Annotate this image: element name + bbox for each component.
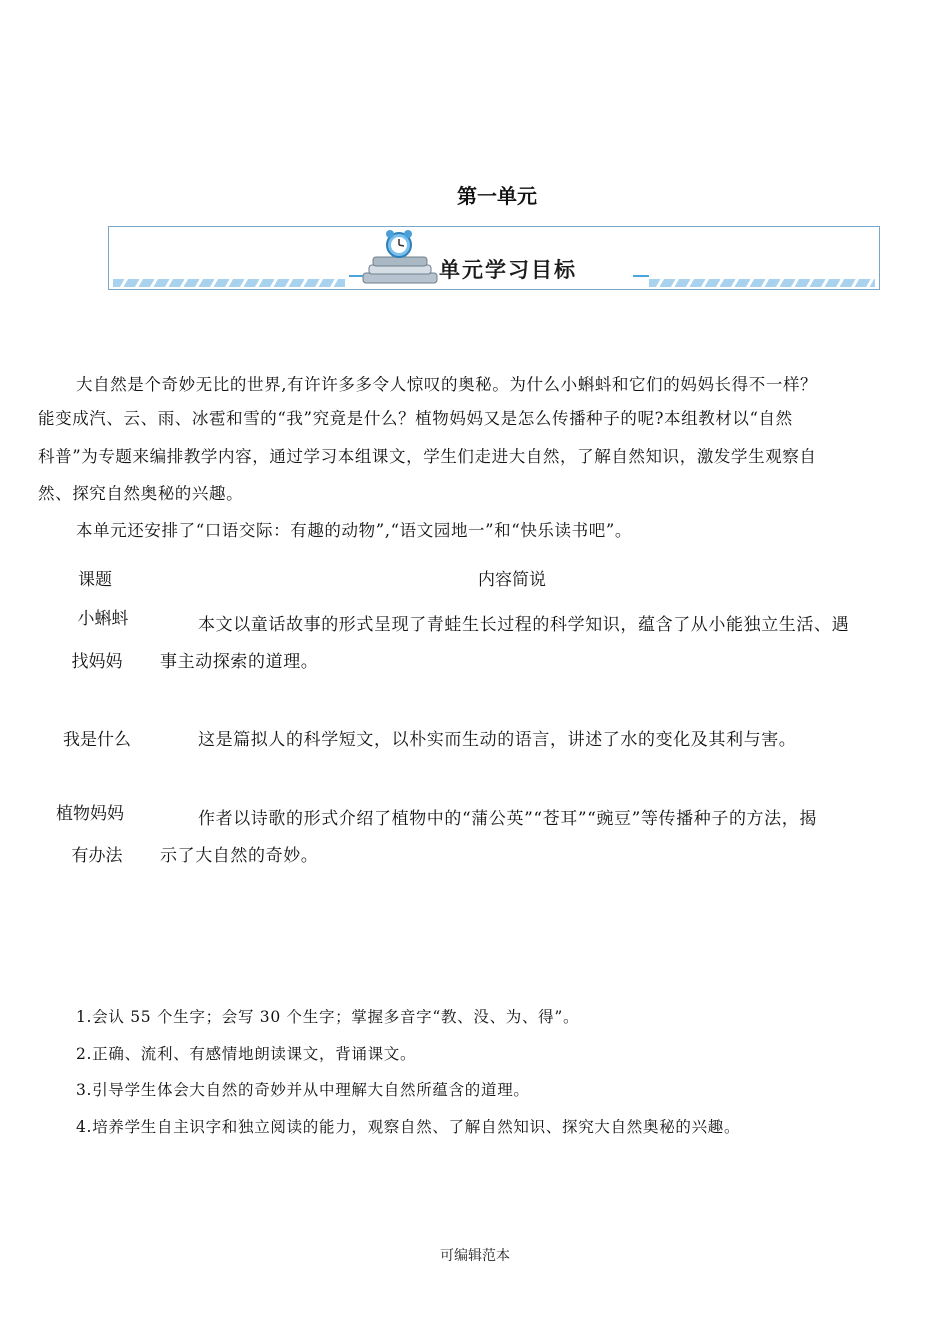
- page-footer: 可编辑范本: [440, 1248, 510, 1264]
- lesson-desc-what-am-i: 这是篇拟人的科学短文，以朴实而生动的语言，讲述了水的变化及其利与害。: [198, 730, 797, 750]
- lesson-title-tadpole-line-2: 找妈妈: [71, 652, 123, 672]
- lesson-desc-plant-mothers-line-1: 作者以诗歌的形式介绍了植物中的“蒲公英”“苍耳”“豌豆”等传播种子的方法，揭: [198, 809, 817, 829]
- intro-line-3: 科普”为专题来编排教学内容，通过学习本组课文，学生们走进大自然，了解自然知识，激发学生观察自: [38, 447, 817, 466]
- lesson-title-plant-mothers-line-2: 有办法: [71, 846, 123, 866]
- table-header-description: 内容简说: [478, 570, 546, 590]
- lesson-desc-plant-mothers-line-2: 示了大自然的奇妙。: [160, 846, 319, 866]
- intro-line-1: 大自然是个奇妙无比的世界,有许许多多令人惊叹的奥秘。为什么小蝌蚪和它们的妈妈长得不一样？: [76, 375, 818, 394]
- unit-goals-banner: [108, 226, 880, 290]
- goal-item-1: 1.会认 55 个生字；会写 30 个生字；掌握多音字“教、没、为、得”。: [76, 1008, 580, 1026]
- alarm-clock-on-books-icon: [357, 229, 447, 289]
- goal-item-4: 4.培养学生自主识字和独立阅读的能力，观察自然、了解自然知识、探究大自然奥秘的兴趣。: [76, 1118, 741, 1136]
- banner-stripe-left: [113, 279, 345, 287]
- unit-title: 第一单元: [457, 184, 537, 208]
- intro-line-2: 能变成汽、云、雨、冰雹和雪的“我”究竟是什么？植物妈妈又是怎么传播种子的呢?本组教材以“自然: [38, 409, 793, 428]
- lesson-title-plant-mothers-line-1: 植物妈妈: [56, 804, 124, 824]
- lesson-title-tadpole-line-1: 小蝌蚪: [77, 609, 129, 629]
- lesson-title-what-am-i: 我是什么: [63, 730, 131, 750]
- lesson-desc-tadpole-line-2: 事主动探索的道理。: [160, 652, 319, 672]
- lesson-desc-tadpole-line-1: 本文以童话故事的形式呈现了青蛙生长过程的科学知识，蕴含了从小能独立生活、遇: [198, 615, 850, 635]
- banner-title: 单元学习目标: [439, 258, 577, 282]
- goal-item-3: 3.引导学生体会大自然的奇妙并从中理解大自然所蕴含的道理。: [76, 1081, 530, 1099]
- banner-stripe-right: [649, 279, 875, 287]
- intro-line-4: 然、探究自然奥秘的兴趣。: [38, 484, 244, 503]
- goal-item-2: 2.正确、流利、有感情地朗读课文，背诵课文。: [76, 1045, 417, 1063]
- intro-line-5: 本单元还安排了“口语交际：有趣的动物”,“语文园地一”和“快乐读书吧”。: [76, 521, 632, 540]
- table-header-title: 课题: [78, 570, 112, 590]
